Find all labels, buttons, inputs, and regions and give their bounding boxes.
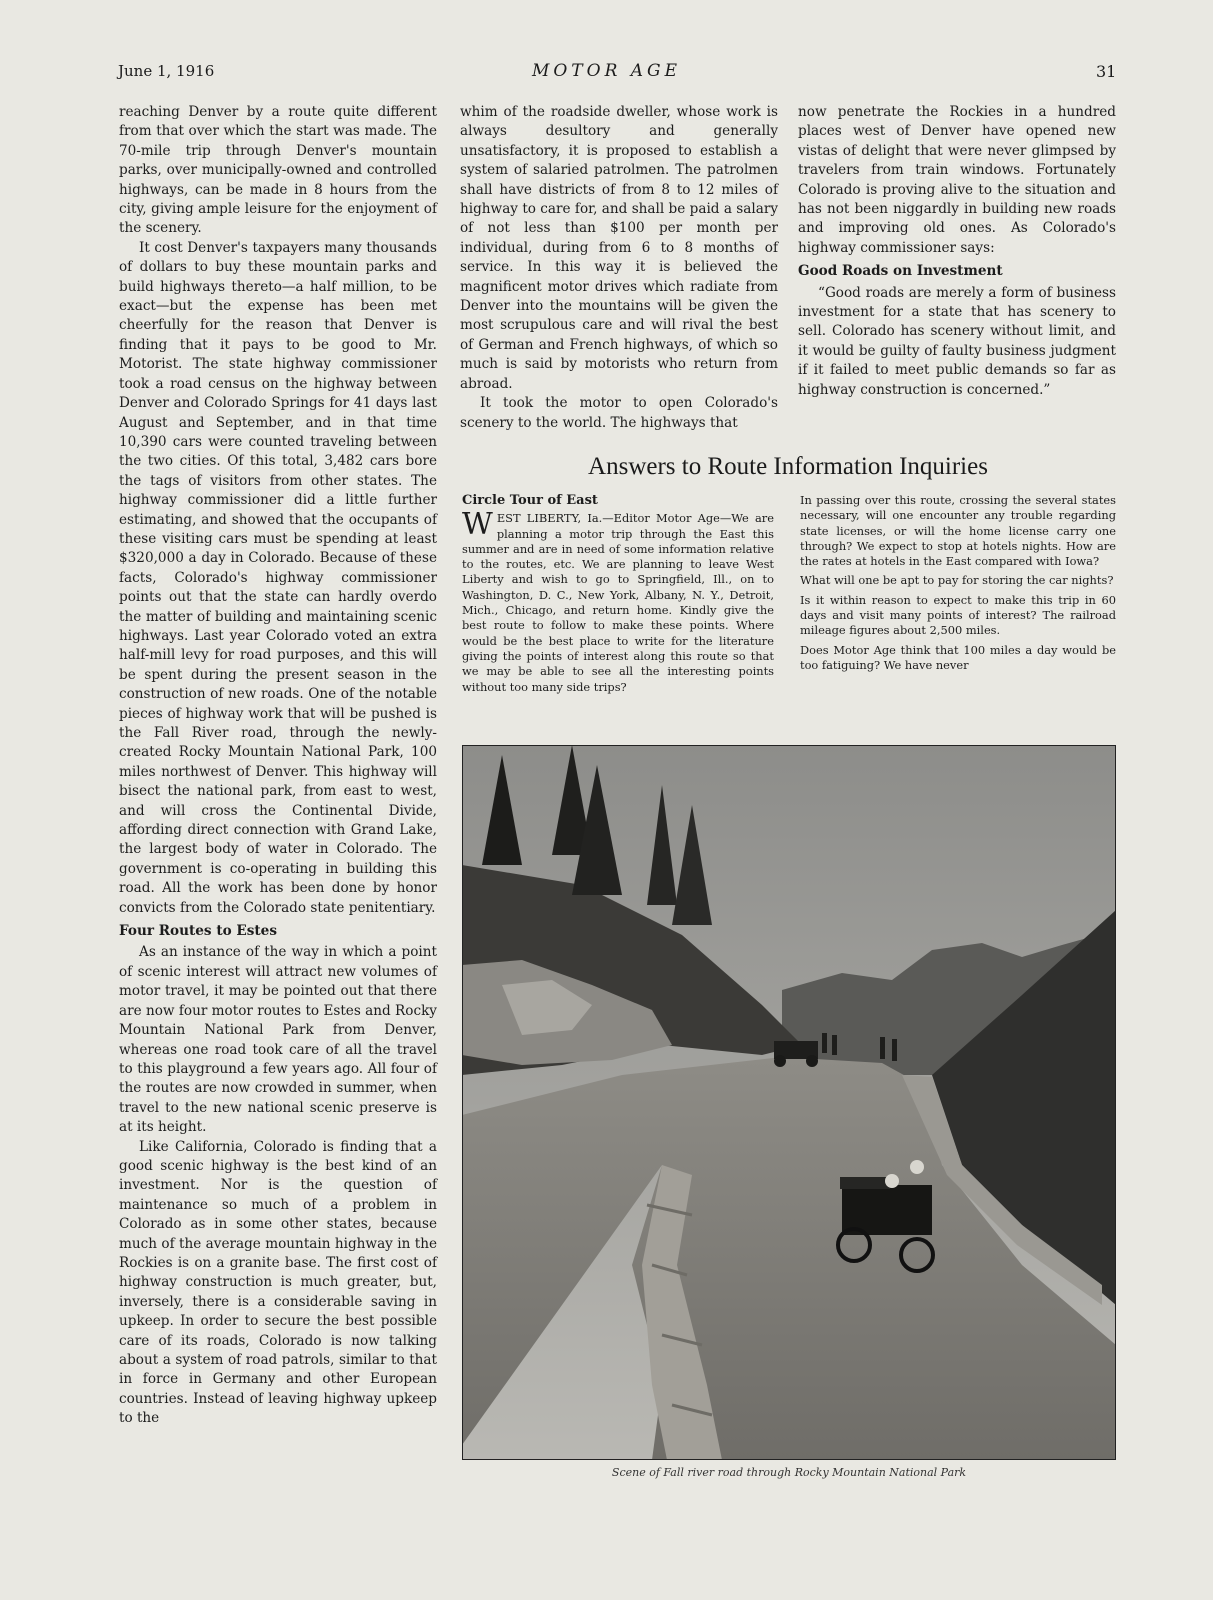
- magazine-title: MOTOR AGE: [531, 61, 682, 81]
- section-title: Answers to Route Information Inquiries: [588, 453, 988, 480]
- inquiry-column-1: [462, 493, 774, 699]
- article-column-2: [460, 103, 778, 433]
- paragraph: whim of the roadside dweller, whose work is always desultory and generally unsatisfactory, it is proposed to establish a system of salaried patrolmen. The patrolmen shall have districts of from 8 to 12 miles of highway to care for, and shall be paid a salary of not less than $100 per month per individual, during from 6 to 8 months of service. In this way it is believed the magnificent motor drives which radiate from Denver into the mountains will be given the most scrupulous care and will rival the best of German and French highways, of which so much is said by motorists who return from abroad.: [460, 104, 778, 392]
- subheading: Four Routes to Estes: [119, 923, 277, 940]
- photo-caption: Scene of Fall river road through Rocky Mountain National Park: [611, 1466, 967, 1479]
- quote-paragraph: “Good roads are merely a form of business investment for a state that has scenery to sell. Colorado has scenery without limit, and it would be guilty of faulty business judgment if it failed to meet public demands so far as highway construction is concerned.”: [798, 284, 1116, 398]
- article-column-3: [798, 103, 1116, 400]
- inquiry-paragraph: Does Motor Age think that 100 miles a day would be too fatiguing? We have never: [800, 642, 1116, 672]
- page-number: 31: [1096, 62, 1117, 81]
- inquiry-paragraph: What will one be apt to pay for storing the car nights?: [800, 573, 1114, 588]
- drop-cap: W: [462, 507, 493, 543]
- inquiry-paragraph: [462, 507, 774, 695]
- paragraph: reaching Denver by a route quite different from that over which the start was made. The 70-mile trip through Denver's mountain parks, over municipally-owned and controlled highways, can be made in 8 hours from the city, giving ample leisure for the enjoyment of the scenery.: [119, 104, 437, 237]
- paragraph: Like California, Colorado is finding that a good scenic highway is the best kind of an investment. Nor is the question of maintenance so much of a problem in Colorado as in some other states, because much of the average mountain highway in the Rockies is on a granite base. The first cost of highway construction is much greater, but, inversely, there is a considerable saving in upkeep. In order to secure the best possible care of its roads, Colorado is now talking about a system of road patrols, similar to that in force in Germany and other European countries. Instead of leaving highway upkeep to the: [119, 1138, 437, 1427]
- paragraph: It took the motor to open Colorado's scenery to the world. The highways that: [460, 395, 778, 431]
- inquiry-paragraph: In passing over this route, crossing the several states necessary, will one encounter any trouble regarding state licenses, or will the home license carry one through? We expect to stop at hotels nights. How are the rates at hotels in the East compared with Iowa?: [800, 493, 1116, 569]
- paragraph: As an instance of the way in which a point of scenic interest will attract new volumes of motor travel, it may be pointed out that there are now four motor routes to Estes and Rocky Mountain National Park from Denver, whereas one road took care of all the travel to this playground a few years ago. All four of the routes are now crowded in summer, when travel to the new national scenic preserve is at its height.: [119, 944, 437, 1136]
- issue-date: June 1, 1916: [118, 62, 215, 80]
- photo-illustration: [462, 745, 1116, 1460]
- inquiry-paragraph: Is it within reason to expect to make this trip in 60 days and visit many points of interest? The railroad mileage figures about 2,500 miles.: [800, 592, 1116, 638]
- inquiry-subheading: Circle Tour of East: [462, 493, 598, 508]
- fall-river-road-photo: [462, 745, 1116, 1460]
- paragraph: now penetrate the Rockies in a hundred places west of Denver have opened new vistas of delight that were never glimpsed by travelers from train windows. Fortunately Colorado is proving alive to the situation and has not been niggardly in building new roads and improving old ones. As Colorado's highway commissioner says:: [798, 104, 1116, 256]
- inquiry-column-2: [800, 493, 1116, 677]
- subheading: Good Roads on Investment: [798, 263, 1003, 280]
- paragraph: It cost Denver's taxpayers many thousands of dollars to buy these mountain parks and build highways thereto—a half million, to be exact—but the expense has been met cheerfully for the reason that Denver is finding that it pays to be good to Mr. Motorist. The state highway commissioner took a road census on the highway between Denver and Colorado Springs for 41 days last August and September, and in that time 10,390 cars were counted traveling between the two cities. Of this total, 3,482 cars bore the tags of visitors from other states. The highway commissioner did a little further estimating, and showed that the occupants of these visiting cars must be spending at least $320,000 a day in Colorado. Because of these facts, Colorado's highway commissioner points out that the state can hardly overdo the matter of building and maintaining scenic highways. Last year Colorado voted an extra half-mill levy for road purposes, and this will be spent during the present season in the construction of new roads. One of the notable pieces of highway work that will be pushed is the Fall River road, through the newly-created Rocky Mountain National Park, 100 miles northwest of Denver. This highway will bisect the national park, from east to west, and will cross the Continental Divide, affording direct connection with Grand Lake, the largest body of water in Colorado. The government is co-operating in building this road. All the work has been done by honor convicts from the Colorado state penitentiary.: [119, 239, 437, 916]
- article-column-1: [119, 103, 437, 1429]
- inquiry-text: EST LIBERTY, Ia.—Editor Motor Age—We are planning a motor trip through the East this summer and are in need of some information relative to the routes, etc. We are planning to leave West Liberty and wish to go to Springfield, Ill., on to Washington, D. C., New York, Albany, N. Y., Detroit, Mich., Chicago, and return home. Kindly give the best route to follow to make these points. Where would be the best place to write for the literature giving the points of interest along this route so that we may be able to see all the interesting points without too many side trips?: [462, 511, 774, 694]
